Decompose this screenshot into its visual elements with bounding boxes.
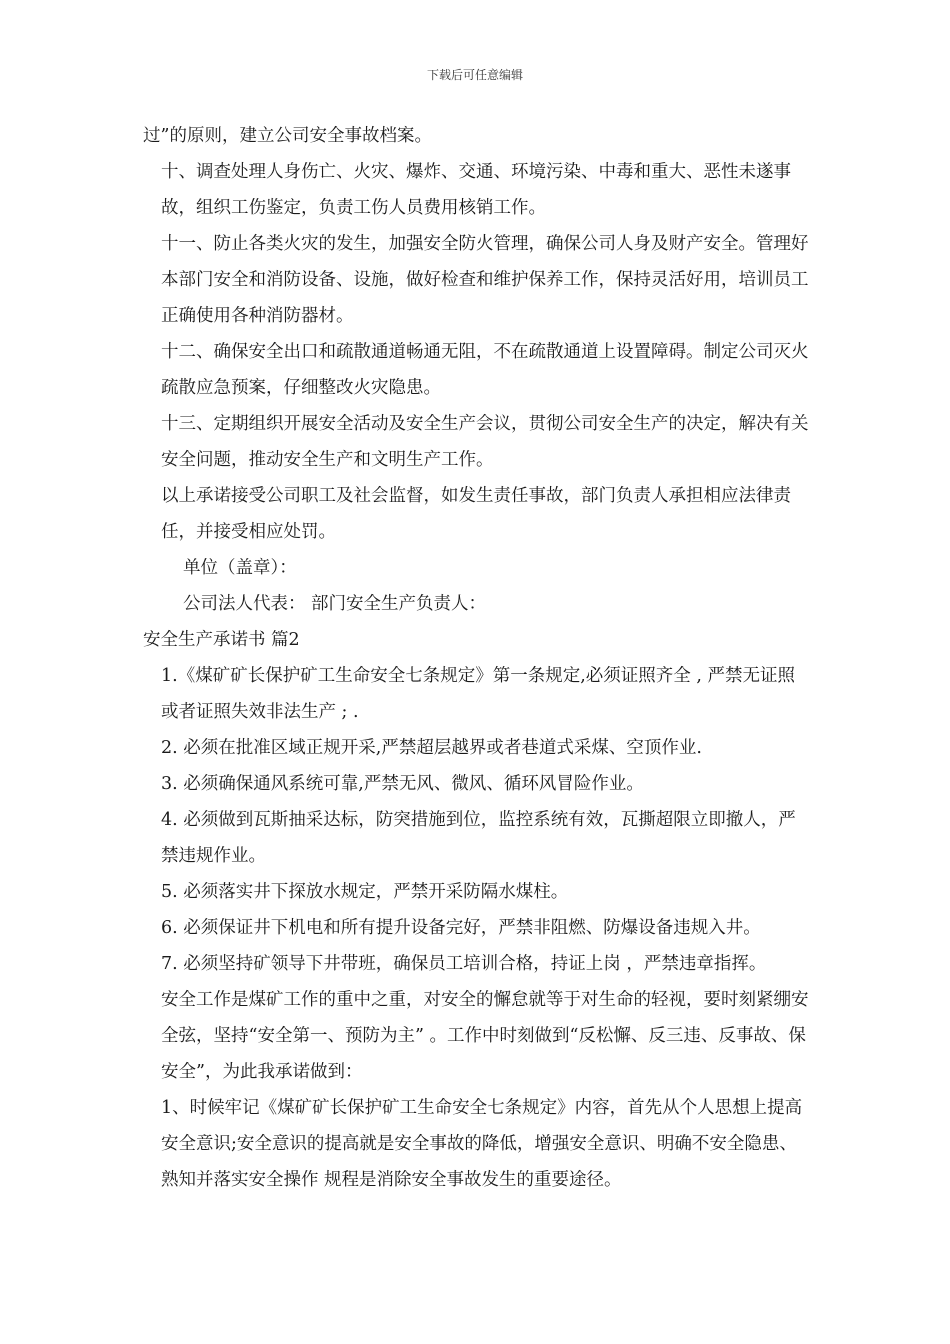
paragraph: 十、调查处理人身伤亡、火灾、爆炸、交通、环境污染、中毒和重大、恶性未遂事故，组织工伤鉴定，负责工伤人员费用核销工作。 [161,162,791,218]
signature-representative-line: 公司法人代表： 部门安全生产负责人： [183,594,487,614]
signature-unit-line: 单位（盖章）： [183,558,297,578]
document-body [143,118,811,1198]
list-item: 5. 必须落实井下探放水规定，严禁开采防隔水煤柱。 [161,882,569,902]
section-title: 安全生产承诺书 篇2 [143,630,300,650]
paragraph: 以上承诺接受公司职工及社会监督，如发生责任事故，部门负责人承担相应法律责任，并接受相应处罚。 [161,486,791,542]
list-item: 2. 必须在批准区域正规开采,严禁超层越界或者巷道式采煤、空顶作业. [161,738,702,758]
list-item: 1.《煤矿矿长保护矿工生命安全七条规定》第一条规定,必须证照齐全 , 严禁无证照或者证照失效非法生产 ; . [161,666,795,722]
paragraph: 十二、确保安全出口和疏散通道畅通无阻，不在疏散通道上设置障碍。制定公司灭火疏散应急预案，仔细整改火灾隐患。 [161,342,809,398]
paragraph: 十一、防止各类火灾的发生，加强安全防火管理，确保公司人身及财产安全。管理好本部门安全和消防设备、设施，做好检查和维护保养工作，保持灵活好用，培训员工正确使用各种消防器材。 [161,234,809,326]
paragraph: 过”的原则，建立公司安全事故档案。 [143,126,432,146]
page-header: 下载后可任意编辑 [426,68,523,82]
list-item: 7. 必须坚持矿领导下井带班，确保员工培训合格，持证上岗 ，严禁违章指挥。 [161,954,767,974]
list-item: 6. 必须保证井下机电和所有提升设备完好，严禁非阻燃、防爆设备违规入井。 [161,918,761,938]
paragraph: 安全工作是煤矿工作的重中之重，对安全的懈怠就等于对生命的轻视，要时刻紧绷安全弦，坚持“安全第一、预防为主” 。工作中时刻做到“反松懈、反三违、反事故、保安全”，为此我承诺做到： [161,990,809,1082]
paragraph: 十三、定期组织开展安全活动及安全生产会议，贯彻公司安全生产的决定，解决有关安全问题，推动安全生产和文明生产工作。 [161,414,809,470]
paragraph: 1、时候牢记《煤矿矿长保护矿工生命安全七条规定》内容，首先从个人思想上提高安全意识;安全意识的提高就是安全事故的降低，增强安全意识、明确不安全隐患、熟知并落实安全操作 规程是消除安全事故发生的重要途径。 [161,1098,803,1190]
list-item: 4. 必须做到瓦斯抽采达标，防突措施到位，监控系统有效，瓦撕超限立即撤人，严禁违规作业。 [161,810,796,866]
list-item: 3. 必须确保通风系统可靠,严禁无风、微风、循环风冒险作业。 [161,774,644,794]
